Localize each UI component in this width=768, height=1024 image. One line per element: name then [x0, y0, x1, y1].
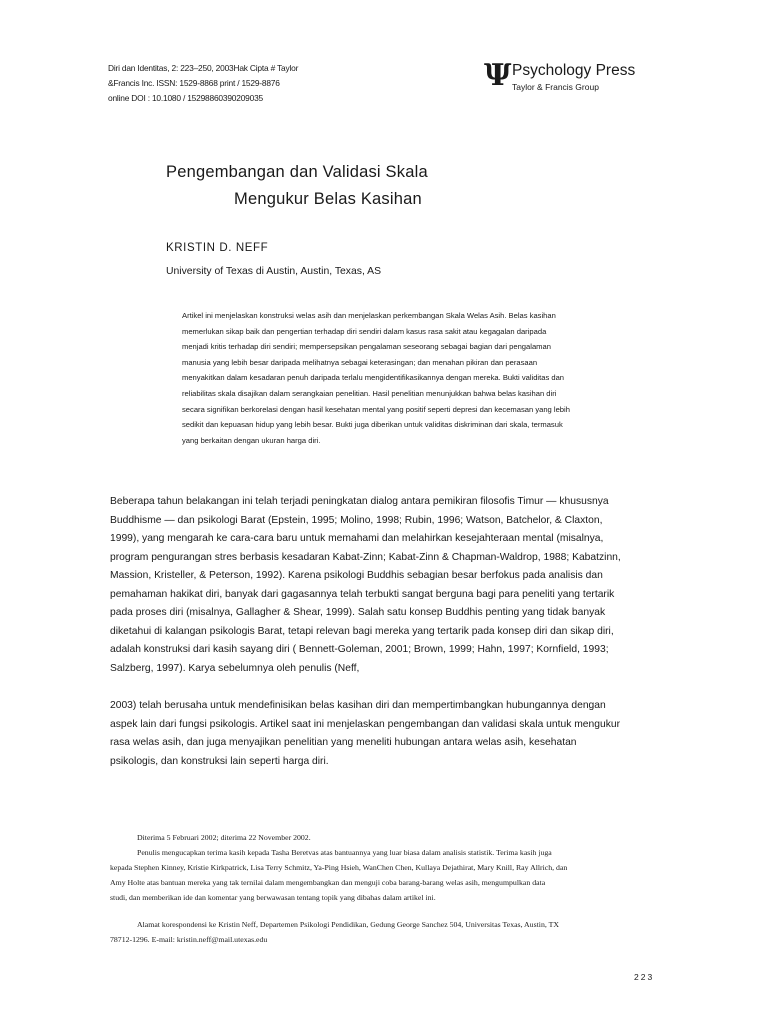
article-title-line1: Pengembangan dan Validasi Skala — [166, 163, 428, 181]
body-line: pemahaman hakikat diri, banyak dari gagasannya telah terbukti sangat berguna bagi para peneliti yang tertarik — [110, 588, 615, 600]
abstract-line: secara signifikan berkorelasi dengan hasil kesehatan mental yang positif seperti depresi dan kecemasan yang lebih — [182, 404, 570, 414]
article-title-line2: Mengukur Belas Kasihan — [234, 190, 422, 208]
abstract-line: manusia yang lebih besar daripada melihatnya sebagai keterasingan; dan menahan pikiran dan perasaan — [182, 357, 538, 367]
body-line: rasa welas asih, dan juga menyajikan penelitian yang meneliti hubungan antara welas asih, kesehatan — [110, 737, 577, 748]
body-line: 2003) telah berusaha untuk mendefinisikan belas kasihan diri dan mempertimbangkan hubungannya dengan — [110, 700, 606, 711]
body-paragraph-2 — [110, 697, 670, 771]
body-line: Buddhisme — dan psikologi Barat (Epstein, 1995; Molino, 1998; Rubin, 1996; Watson, Batchelor, & Claxton, — [110, 514, 603, 526]
body-line: Massion, Kristeller, & Peterson, 1992). Karena psikologi Buddhis sebagian besar berfokus pada analisis dan — [110, 570, 603, 581]
body-line: adalah konstruksi dari kasih sayang diri ( Bennett-Goleman, 2001; Brown, 1999; Hahn, 1997; Kornfield, 1993; — [110, 644, 609, 655]
publisher-group: Taylor & Francis Group — [512, 82, 599, 92]
citation-line: Diri dan Identitas, 2: 223–250, 2003Hak Cipta # Taylor — [108, 63, 299, 73]
correspondence-line: 78712-1296. E-mail: kristin.neff@mail.utexas.edu — [110, 935, 268, 944]
received-dates: Diterima 5 Februari 2002; diterima 22 November 2002. — [137, 833, 311, 842]
abstract-line: reliabilitas skala disajikan dalam serangkaian penelitian. Hasil penelitian menunjukkan bahwa belas kasihan diri — [182, 388, 557, 398]
abstract — [182, 308, 682, 448]
abstract-line: sedikit dan kepuasan hidup yang lebih besar. Bukti juga diberikan untuk validitas diskriminan dari skala, termasuk — [182, 420, 563, 430]
footnote-correspondence — [110, 917, 680, 947]
footnote-acknowledgment — [110, 845, 680, 905]
acknowledgment-line: studi, dan memberikan ide dan komentar yang berwawasan tentang topik yang dibahas dalam artikel ini. — [110, 893, 436, 902]
citation-header — [108, 61, 348, 106]
abstract-line: memerlukan sikap baik dan pengertian terhadap diri sendiri dalam kasus rasa sakit atau kegagalan daripada — [182, 326, 547, 336]
citation-line: online DOI : 10.1080 / 15298860390209035 — [108, 93, 263, 103]
abstract-line: menjadi kritis terhadap diri sendiri; mempersepsikan pengalaman seseorang sebagai bagian dari pengalaman — [182, 342, 551, 352]
footnote-received — [110, 830, 680, 845]
citation-line: &Francis Inc. ISSN: 1529-8868 print / 1529-8876 — [108, 78, 280, 88]
psi-logo-icon: Ψ — [484, 58, 512, 93]
body-line: program pengurangan stres berbasis kesadaran Kabat-Zinn; Kabat-Zinn & Chapman-Waldrop, 1988; Kabatzinn, — [110, 551, 621, 563]
acknowledgment-line: kepada Stephen Kinney, Kristie Kirkpatrick, Lisa Terry Schmitz, Ya-Ping Hsieh, WanChen Chen, Kullaya Dejathirat, Mary Knill, Ray Allrich, dan — [110, 863, 568, 872]
body-line: 1999), yang mengarah ke cara-cara baru untuk memahami dan melahirkan kesejahteraan mental (misalnya, — [110, 533, 604, 544]
publisher-name: Psychology Press — [512, 62, 636, 79]
author-name: KRISTIN D. NEFF — [166, 242, 269, 254]
body-line: psikologis, dan konstruksi lain seperti harga diri. — [110, 755, 329, 767]
abstract-line: menyakitkan dalam kesadaran penuh daripada terlalu mengidentifikasikannya dengan mereka. Bukti validitas dan — [182, 373, 565, 383]
body-line: pada proses diri (misalnya, Gallagher & Shear, 1999). Salah satu konsep Buddhis penting yang tidak banyak — [110, 607, 606, 618]
abstract-line: yang berkaitan dengan ukuran harga diri. — [182, 435, 321, 445]
body-line: Beberapa tahun belakangan ini telah terjadi peningkatan dialog antara pemikiran filosofis Timur — khususnya — [110, 496, 609, 507]
publisher-logo — [484, 60, 674, 96]
acknowledgment-line: Amy Holte atas bantuan mereka yang tak ternilai dalam mengembangkan dan menguji coba barang-barang welas asih, mengumpulkan data — [110, 878, 546, 887]
body-line: aspek lain dari fungsi psikologis. Artikel saat ini menjelaskan pengembangan dan validasi skala untuk mengukur — [110, 718, 620, 730]
body-line: Salzberg, 1997). Karya sebelumnya oleh penulis (Neff, — [110, 662, 360, 674]
correspondence-line: Alamat korespondensi ke Kristin Neff, Departemen Psikologi Pendidikan, Gedung George Sanchez 504, Universitas Texas, Austin, TX — [137, 920, 559, 929]
acknowledgment-line: Penulis mengucapkan terima kasih kepada Tasha Beretvas atas bantuannya yang luar biasa dalam analisis statistik. Terima kasih juga — [137, 848, 552, 857]
body-paragraph-1 — [110, 493, 670, 678]
abstract-line: Artikel ini menjelaskan konstruksi welas asih dan menjelaskan perkembangan Skala Welas Asih. Belas kasihan — [182, 311, 556, 320]
page-number: 223 — [634, 972, 655, 982]
body-line: diketahui di kalangan psikologis Barat, tetapi relevan bagi mereka yang tertarik pada konsep diri dan sikap diri, — [110, 625, 614, 637]
author-affiliation: University of Texas di Austin, Austin, Texas, AS — [166, 266, 382, 277]
